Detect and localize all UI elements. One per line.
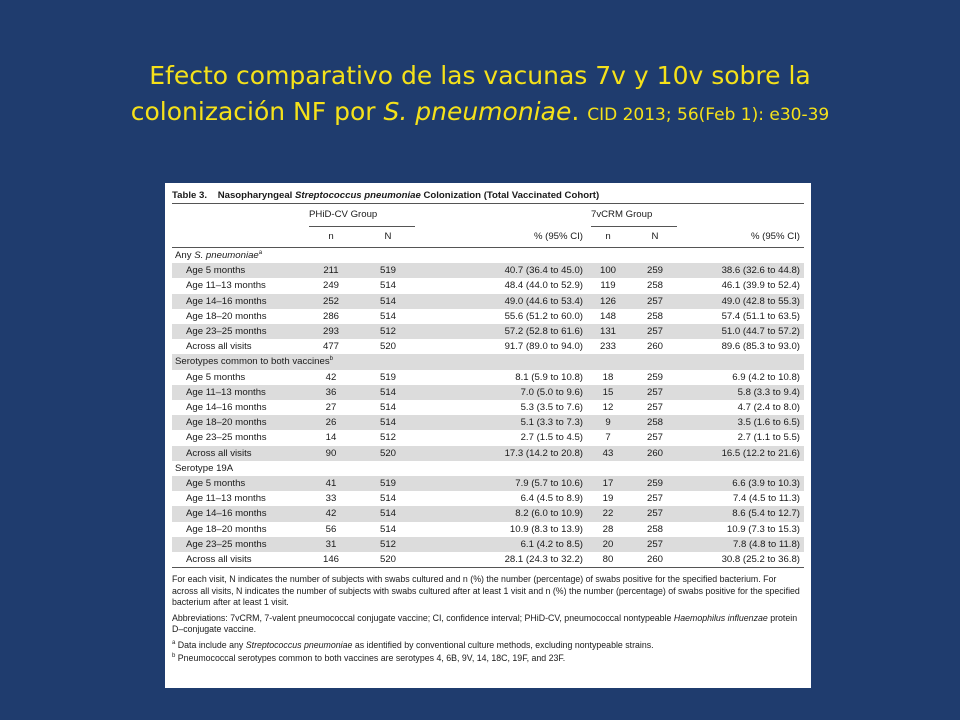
- row-label: Across all visits: [186, 341, 252, 353]
- table-cell: 514: [357, 415, 419, 430]
- table-row: [172, 385, 804, 400]
- group-header-7vcrm: 7vCRM Group: [587, 204, 681, 227]
- table-row: [172, 339, 804, 354]
- table-cell: 40.7 (36.4 to 45.0): [419, 263, 587, 278]
- table-cell: 55.6 (51.2 to 60.0): [504, 310, 583, 322]
- footnote-abbreviations: Abbreviations: 7vCRM, 7-valent pneumococcal conjugate vaccine; CI, confidence interval; PHiD-CV, pneumococcal nontypeable Haemophilus influenzae protein D–conjugate vaccine.: [172, 612, 798, 635]
- table-cell: 6.6 (3.9 to 10.3): [681, 476, 804, 491]
- table-cell: 6.1 (4.2 to 8.5): [419, 537, 587, 552]
- table-cell: 10.9 (8.3 to 13.9): [509, 523, 583, 535]
- table-panel: [165, 183, 811, 688]
- table-cell: 10.9 (7.3 to 15.3): [726, 523, 800, 535]
- table-cell: 119: [600, 280, 616, 292]
- table-cell: 51.0 (44.7 to 57.2): [681, 324, 804, 339]
- table-cell: 286: [322, 310, 339, 322]
- table-row: [172, 324, 804, 339]
- table-cell: 260: [646, 341, 663, 353]
- footnote-main: For each visit, N indicates the number of subjects with swabs cultured and n (%) the number (percentage) of swabs positive for the specified bacterium. For across all visits, N indicates the number of subjects with swabs cultured after at least 1 visit and n (%) the number (percentage) of swabs positive for the specified bacterium after at least 1 visit.: [172, 574, 800, 608]
- table-cell: 56: [325, 523, 337, 535]
- table-cell: 91.7 (89.0 to 94.0): [504, 341, 583, 353]
- table-cell: 252: [305, 294, 357, 309]
- table-row: [172, 476, 804, 491]
- table-cell: 28: [602, 523, 614, 535]
- table-cell: 7: [605, 432, 611, 444]
- table-cell: 5.1 (3.3 to 7.3): [419, 415, 587, 430]
- table-cell: 260: [629, 446, 681, 461]
- column-header: % (95% CI): [681, 227, 804, 248]
- table-row: [172, 263, 804, 278]
- column-header: n: [305, 227, 357, 248]
- table-row: [172, 506, 804, 521]
- footnotes: [172, 574, 804, 665]
- table-body: [172, 248, 804, 568]
- row-label: Age 11–13 months: [186, 280, 266, 292]
- table-cell: 8.2 (6.0 to 10.9): [419, 506, 587, 521]
- table-cell: 42: [305, 506, 357, 521]
- table-cell: 6.4 (4.5 to 8.9): [520, 493, 583, 505]
- table-cell: 100: [587, 263, 629, 278]
- table-cell: 520: [357, 446, 419, 461]
- table-cell: 257: [646, 402, 663, 414]
- table-cell: 33: [325, 493, 337, 505]
- table-cell: 257: [629, 385, 681, 400]
- table-cell: 49.0 (42.8 to 55.3): [681, 294, 804, 309]
- column-header: N: [629, 227, 681, 248]
- table-cell: 258: [646, 280, 663, 292]
- table-cell: 3.5 (1.6 to 6.5): [681, 415, 804, 430]
- table-row: [172, 278, 804, 293]
- table-cell: 514: [357, 294, 419, 309]
- table-cell: 257: [629, 324, 681, 339]
- table-cell: 259: [646, 371, 663, 383]
- table-row: [172, 446, 804, 461]
- table-row: [172, 309, 804, 324]
- table-cell: 80: [587, 552, 629, 568]
- slide-title: [40, 58, 920, 133]
- footnote-b: $^b$ Pneumococcal serotypes common to both vaccines are serotypes 4, 6B, 9V, 14, 18C, 19F, and 23F.: [172, 653, 566, 664]
- table-cell: 259: [629, 263, 681, 278]
- table-cell: 514: [379, 280, 396, 292]
- table-cell: 512: [379, 432, 396, 444]
- table-cell: 257: [646, 432, 663, 444]
- section-header-row: [172, 248, 804, 264]
- table-cell: 131: [587, 324, 629, 339]
- table-caption: Table 3. Nasopharyngeal Streptococcus pneumoniae Colonization (Total Vaccinated Cohort): [172, 189, 804, 204]
- table-cell: 48.4 (44.0 to 52.9): [504, 280, 583, 292]
- row-label: Age 18–20 months: [186, 523, 267, 535]
- table-cell: 42: [325, 371, 337, 383]
- section-header-row: [172, 461, 804, 476]
- row-label: Age 11–13 months: [186, 493, 266, 505]
- row-label: Age 18–20 months: [172, 415, 305, 430]
- table-cell: 43: [587, 446, 629, 461]
- row-label: Age 23–25 months: [172, 537, 305, 552]
- section-header-row: [172, 354, 804, 369]
- table-cell: 293: [305, 324, 357, 339]
- table-cell: 146: [305, 552, 357, 568]
- column-header: N: [357, 227, 419, 248]
- table-cell: 519: [379, 371, 396, 383]
- table-cell: 30.8 (25.2 to 36.8): [681, 552, 804, 568]
- table-cell: 512: [357, 537, 419, 552]
- table-cell: 6.9 (4.2 to 10.8): [732, 371, 800, 383]
- table-cell: 17.3 (14.2 to 20.8): [419, 446, 587, 461]
- table-cell: 38.6 (32.6 to 44.8): [681, 263, 804, 278]
- table-row: [172, 430, 804, 445]
- table-cell: 520: [357, 552, 419, 568]
- table-cell: 258: [629, 415, 681, 430]
- table-cell: 260: [629, 552, 681, 568]
- table-cell: 57.4 (51.1 to 63.5): [721, 310, 800, 322]
- table-cell: 8.1 (5.9 to 10.8): [515, 371, 583, 383]
- table-cell: 89.6 (85.3 to 93.0): [721, 341, 800, 353]
- table-cell: 258: [646, 523, 663, 535]
- row-label: Age 11–13 months: [172, 385, 305, 400]
- table-cell: 14: [325, 432, 337, 444]
- table-cell: 18: [602, 371, 614, 383]
- column-header: n: [587, 227, 629, 248]
- footnote-a: $^a$ Data include any Streptococcus pneumoniae as identified by conventional culture methods, excluding nontypeable strains.: [172, 639, 654, 650]
- row-label: Age 14–16 months: [186, 402, 267, 414]
- table-cell: 257: [629, 537, 681, 552]
- table-cell: 519: [357, 263, 419, 278]
- table-row: [172, 522, 804, 537]
- table-cell: 257: [629, 294, 681, 309]
- title-line-1: Efecto comparativo de las vacunas 7v y 10v sobre la: [149, 61, 811, 90]
- row-label: Across all visits: [172, 552, 305, 568]
- table-cell: 12: [602, 402, 614, 414]
- table-cell: 22: [587, 506, 629, 521]
- section-title: Serotypes common to both vaccines$^b$: [172, 354, 804, 369]
- table-cell: 233: [599, 341, 616, 353]
- title-line-2: colonización NF por S. pneumoniae. CID 2013; 56(Feb 1): e30-39: [130, 97, 830, 126]
- row-label: Age 14–16 months: [172, 506, 305, 521]
- table-row: [172, 491, 804, 506]
- table-cell: 249: [322, 280, 339, 292]
- table-cell: 519: [357, 476, 419, 491]
- table-row: [172, 294, 804, 309]
- table-cell: 259: [629, 476, 681, 491]
- row-label: Age 18–20 months: [186, 310, 267, 322]
- table-cell: 5.8 (3.3 to 9.4): [681, 385, 804, 400]
- table-cell: 2.7 (1.5 to 4.5): [520, 432, 583, 444]
- column-header: % (95% CI): [419, 227, 587, 248]
- table-row: [172, 400, 804, 415]
- table-cell: 514: [379, 493, 396, 505]
- table-cell: 27: [325, 402, 337, 414]
- table-row: [172, 537, 804, 552]
- table-cell: 257: [629, 506, 681, 521]
- row-label: Across all visits: [172, 446, 305, 461]
- table-cell: 9: [587, 415, 629, 430]
- table-cell: 7.0 (5.0 to 9.6): [419, 385, 587, 400]
- table-cell: 46.1 (39.9 to 52.4): [721, 280, 800, 292]
- table-cell: 28.1 (24.3 to 32.2): [419, 552, 587, 568]
- table-cell: 7.8 (4.8 to 11.8): [681, 537, 804, 552]
- section-title: Serotype 19A: [175, 462, 234, 474]
- row-label: Age 23–25 months: [172, 324, 305, 339]
- table-cell: 19: [602, 493, 614, 505]
- table-cell: 211: [305, 263, 357, 278]
- table-cell: 36: [305, 385, 357, 400]
- table-cell: 17: [587, 476, 629, 491]
- table-cell: 477: [322, 341, 339, 353]
- table-cell: 31: [305, 537, 357, 552]
- table-cell: 49.0 (44.6 to 53.4): [419, 294, 587, 309]
- group-header-phid: PHiD-CV Group: [305, 204, 419, 227]
- row-label: Age 5 months: [186, 371, 246, 383]
- table-cell: 126: [587, 294, 629, 309]
- table-cell: 2.7 (1.1 to 5.5): [737, 432, 800, 444]
- table-cell: 15: [587, 385, 629, 400]
- row-label: Age 14–16 months: [172, 294, 305, 309]
- table-row: [172, 370, 804, 385]
- table-cell: 7.4 (4.5 to 11.3): [732, 493, 800, 505]
- table-cell: 8.6 (5.4 to 12.7): [681, 506, 804, 521]
- table-cell: 258: [646, 310, 663, 322]
- table-cell: 257: [646, 493, 663, 505]
- table-cell: 148: [599, 310, 616, 322]
- table-cell: 514: [379, 523, 396, 535]
- section-title: Any S. pneumoniae$^a$: [175, 250, 263, 261]
- row-label: Age 23–25 months: [186, 432, 267, 444]
- table-cell: 41: [305, 476, 357, 491]
- table-cell: 90: [305, 446, 357, 461]
- table-cell: 7.9 (5.7 to 10.6): [419, 476, 587, 491]
- table-cell: 4.7 (2.4 to 8.0): [737, 402, 800, 414]
- table-row: [172, 415, 804, 430]
- table-cell: 20: [587, 537, 629, 552]
- table-cell: 514: [379, 402, 396, 414]
- row-label: Age 5 months: [172, 263, 305, 278]
- table-cell: 514: [379, 310, 396, 322]
- table-cell: 512: [357, 324, 419, 339]
- table-cell: 514: [357, 506, 419, 521]
- table-cell: 520: [379, 341, 396, 353]
- table-row: [172, 552, 804, 568]
- table-cell: 5.3 (3.5 to 7.6): [520, 402, 583, 414]
- colonization-table: [172, 204, 804, 568]
- table-cell: 16.5 (12.2 to 21.6): [681, 446, 804, 461]
- table-cell: 26: [305, 415, 357, 430]
- row-label: Age 5 months: [172, 476, 305, 491]
- table-cell: 514: [357, 385, 419, 400]
- table-cell: 57.2 (52.8 to 61.6): [419, 324, 587, 339]
- citation: CID 2013; 56(Feb 1): e30-39: [587, 105, 830, 125]
